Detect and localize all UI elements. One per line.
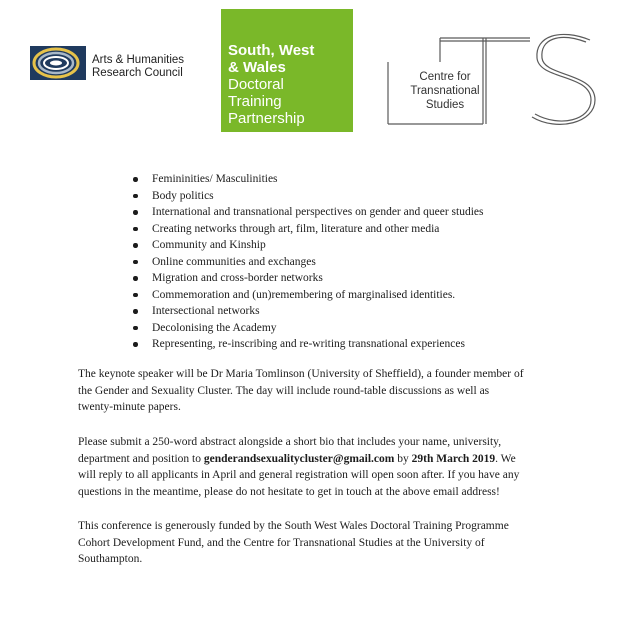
swwdtp-line4: Training [228,93,282,110]
bullet-icon [133,326,138,331]
ahrc-name-line1: Arts & Humanities [92,54,185,66]
bullet-icon [133,276,138,281]
topic-text: Femininities/ Masculinities [152,173,278,185]
list-item [122,287,602,304]
submission-line2-mid: by [394,452,412,465]
bullet-icon [133,293,138,298]
topic-text: Intersectional networks [152,305,260,317]
bullet-icon [133,227,138,232]
contact-email: genderandsexualitycluster@gmail.com [203,452,395,465]
topic-text: Community and Kinship [152,239,266,251]
submission-line3: will reply to all applicants in April and general registration will open soon after. If you have any [78,469,520,481]
bullet-icon [133,194,138,199]
list-item [122,204,602,221]
list-item [122,336,602,353]
bullet-icon [133,177,138,182]
submission-line2-end: . We [495,452,516,465]
bullet-icon [133,309,138,314]
keynote-line3: twenty-minute papers. [78,401,181,413]
submission-line2-start: department and position to [78,452,204,465]
list-item [122,171,602,188]
keynote-line2: the Gender and Sexuality Cluster. The day will include round-table discussions as well as [78,384,490,397]
cts-logo [385,22,600,132]
funding-line1: This conference is generously funded by the South West Wales Doctoral Training Programme [78,520,509,532]
bullet-icon [133,243,138,248]
bullet-icon [133,210,138,215]
submission-line1: Please submit a 250-word abstract alongside a short bio that includes your name, university, [78,436,502,448]
keynote-paragraph [78,366,578,416]
keynote-line1: The keynote speaker will be Dr Maria Tomlinson (University of Sheffield), a founder member of [78,368,524,380]
topic-text: Migration and cross-border networks [152,272,323,284]
funding-line3: Southampton. [78,553,143,565]
cts-name-line2: Transnational [410,85,480,97]
list-item [122,303,602,320]
cts-name-line3: Studies [425,99,465,111]
swwdtp-line2: & Wales [228,59,286,76]
topic-text: Representing, re-inscribing and re-writing transnational experiences [152,338,465,350]
topic-text: Decolonising the Academy [152,321,277,334]
funding-paragraph [78,518,578,568]
list-item [122,270,602,287]
topic-text: Online communities and exchanges [152,255,316,268]
submission-line4: questions in the meantime, please do not hesitate to get in touch at the above email address! [78,485,500,498]
list-item [122,237,602,254]
swwdtp-logo [221,9,353,132]
ahrc-emblem-icon [30,40,88,88]
submission-paragraph [78,434,578,500]
topics-list [122,171,602,353]
topic-text: Creating networks through art, film, literature and other media [152,222,440,235]
list-item [122,254,602,271]
bullet-icon [133,260,138,265]
topic-text: International and transnational perspectives on gender and queer studies [152,206,484,218]
swwdtp-line3: Doctoral [228,76,284,93]
cts-name-line1: Centre for [419,71,471,83]
list-item [122,221,602,238]
submission-line2 [78,451,578,468]
submission-deadline: 29th March 2019 [411,452,496,465]
swwdtp-line5: Partnership [228,110,305,127]
swwdtp-line1: South, West [228,42,315,59]
funding-line2: Cohort Development Fund, and the Centre for Transnational Studies at the University of [78,536,485,549]
list-item [122,188,602,205]
ahrc-logo [30,40,205,88]
topic-text: Body politics [152,189,214,202]
ahrc-name-line2: Research Council [92,67,183,79]
bullet-icon [133,342,138,347]
list-item [122,320,602,337]
topic-text: Commemoration and (un)remembering of marginalised identities. [152,288,456,301]
